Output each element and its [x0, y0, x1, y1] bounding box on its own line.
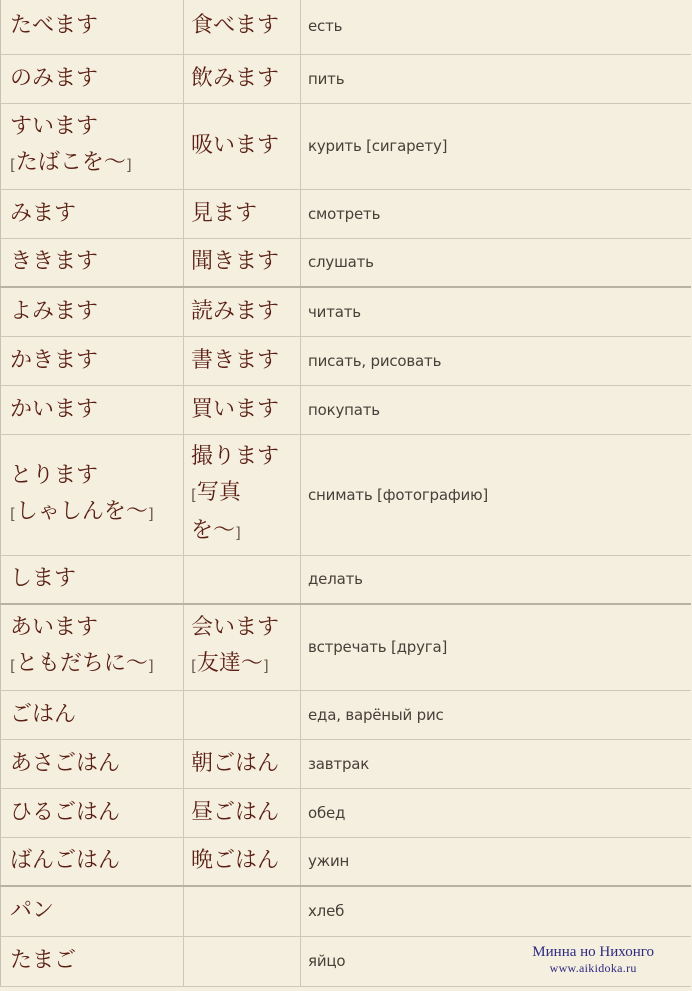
kanji-cell: [184, 936, 301, 986]
kanji-word: 撮ります: [191, 443, 280, 469]
kana-cell: あさごはん: [1, 739, 184, 788]
table-row: [1, 189, 691, 238]
kana-cell: ひるごはん: [1, 788, 184, 837]
kana-cell: のみます: [1, 54, 184, 103]
table-row: [1, 0, 691, 54]
kanji-cell: 見ます: [184, 189, 301, 238]
kana-cell: かきます: [1, 336, 184, 385]
table-row: [1, 555, 691, 604]
translation-cell: снимать [фотографию]: [301, 434, 691, 555]
kanji-cell: [184, 886, 301, 936]
translation-cell: яйцо: [301, 936, 691, 986]
kanji-cell: 書きます: [184, 336, 301, 385]
kanji-cell: [184, 690, 301, 739]
translation-cell: еда, варёный рис: [301, 690, 691, 739]
translation-cell: встречать [друга]: [301, 604, 691, 690]
table-row: [1, 886, 691, 936]
kana-cell: [1, 103, 184, 189]
kanji-usage-text: 友達〜: [196, 651, 263, 677]
site-watermark: [532, 943, 654, 975]
kana-word: とります: [10, 462, 99, 488]
kana-cell: たべます: [1, 0, 184, 54]
table-row: [1, 604, 691, 690]
kanji-cell: 昼ごはん: [184, 788, 301, 837]
kanji-cell: [184, 604, 301, 690]
kanji-cell: 飲みます: [184, 54, 301, 103]
kana-word: すいます: [10, 114, 99, 139]
kana-cell: パン: [1, 886, 184, 936]
translation-cell: смотреть: [301, 189, 691, 238]
kana-word: あいます: [10, 615, 99, 641]
kanji-cell: [184, 555, 301, 604]
translation-cell: хлеб: [301, 886, 691, 936]
translation-cell: пить: [301, 54, 691, 103]
kanji-cell: 読みます: [184, 287, 301, 336]
table-row: [1, 103, 691, 189]
kanji-cell: 晩ごはん: [184, 837, 301, 886]
kana-cell: [1, 434, 184, 555]
table-row: [1, 385, 691, 434]
watermark-title: Минна но Нихонго: [532, 944, 654, 960]
kanji-cell: 食べます: [184, 0, 301, 54]
translation-cell: ужин: [301, 837, 691, 886]
kana-usage-text: たばこを〜: [15, 150, 126, 175]
table-row: [1, 287, 691, 336]
kanji-cell: 買います: [184, 385, 301, 434]
watermark-url: www.aikidoka.ru: [549, 961, 637, 975]
kanji-cell: 吸います: [184, 103, 301, 189]
kanji-cell: 朝ごはん: [184, 739, 301, 788]
table-row: [1, 739, 691, 788]
translation-cell: слушать: [301, 238, 691, 287]
translation-cell: обед: [301, 788, 691, 837]
kana-cell: ききます: [1, 238, 184, 287]
kana-cell: します: [1, 555, 184, 604]
kana-cell: ばんごはん: [1, 837, 184, 886]
translation-cell: писать, рисовать: [301, 336, 691, 385]
table-row: [1, 837, 691, 886]
kanji-cell: 聞きます: [184, 238, 301, 287]
kanji-usage-note-line2: を〜]: [191, 517, 241, 543]
kana-cell: かいます: [1, 385, 184, 434]
translation-cell: курить [сигарету]: [301, 103, 691, 189]
translation-cell: читать: [301, 287, 691, 336]
kana-usage-note: [ともだちに〜]: [10, 651, 154, 677]
kana-usage-text: しゃしんを〜: [15, 498, 148, 524]
kanji-usage-note-line1: [写真: [191, 479, 241, 505]
kana-usage-note: [しゃしんを〜]: [10, 498, 154, 524]
table-row: [1, 54, 691, 103]
kana-cell: たまご: [1, 936, 184, 986]
kana-cell: みます: [1, 189, 184, 238]
table-row: [1, 690, 691, 739]
kanji-usage-text-2: を〜: [191, 517, 236, 543]
translation-cell: есть: [301, 0, 691, 54]
kanji-word: 会います: [191, 615, 280, 641]
kana-usage-note: [たばこを〜]: [10, 150, 132, 175]
table-row: [1, 336, 691, 385]
translation-cell: покупать: [301, 385, 691, 434]
kana-cell: [1, 604, 184, 690]
translation-cell: делать: [301, 555, 691, 604]
table-row: [1, 788, 691, 837]
kana-usage-text: ともだちに〜: [15, 651, 148, 677]
kanji-cell: [184, 434, 301, 555]
translation-cell: завтрак: [301, 739, 691, 788]
table-row: [1, 434, 691, 555]
kanji-usage-note: [友達〜]: [191, 651, 269, 677]
kana-cell: ごはん: [1, 690, 184, 739]
kanji-usage-text-1: 写真: [196, 479, 241, 505]
table-row: [1, 238, 691, 287]
kana-cell: よみます: [1, 287, 184, 336]
